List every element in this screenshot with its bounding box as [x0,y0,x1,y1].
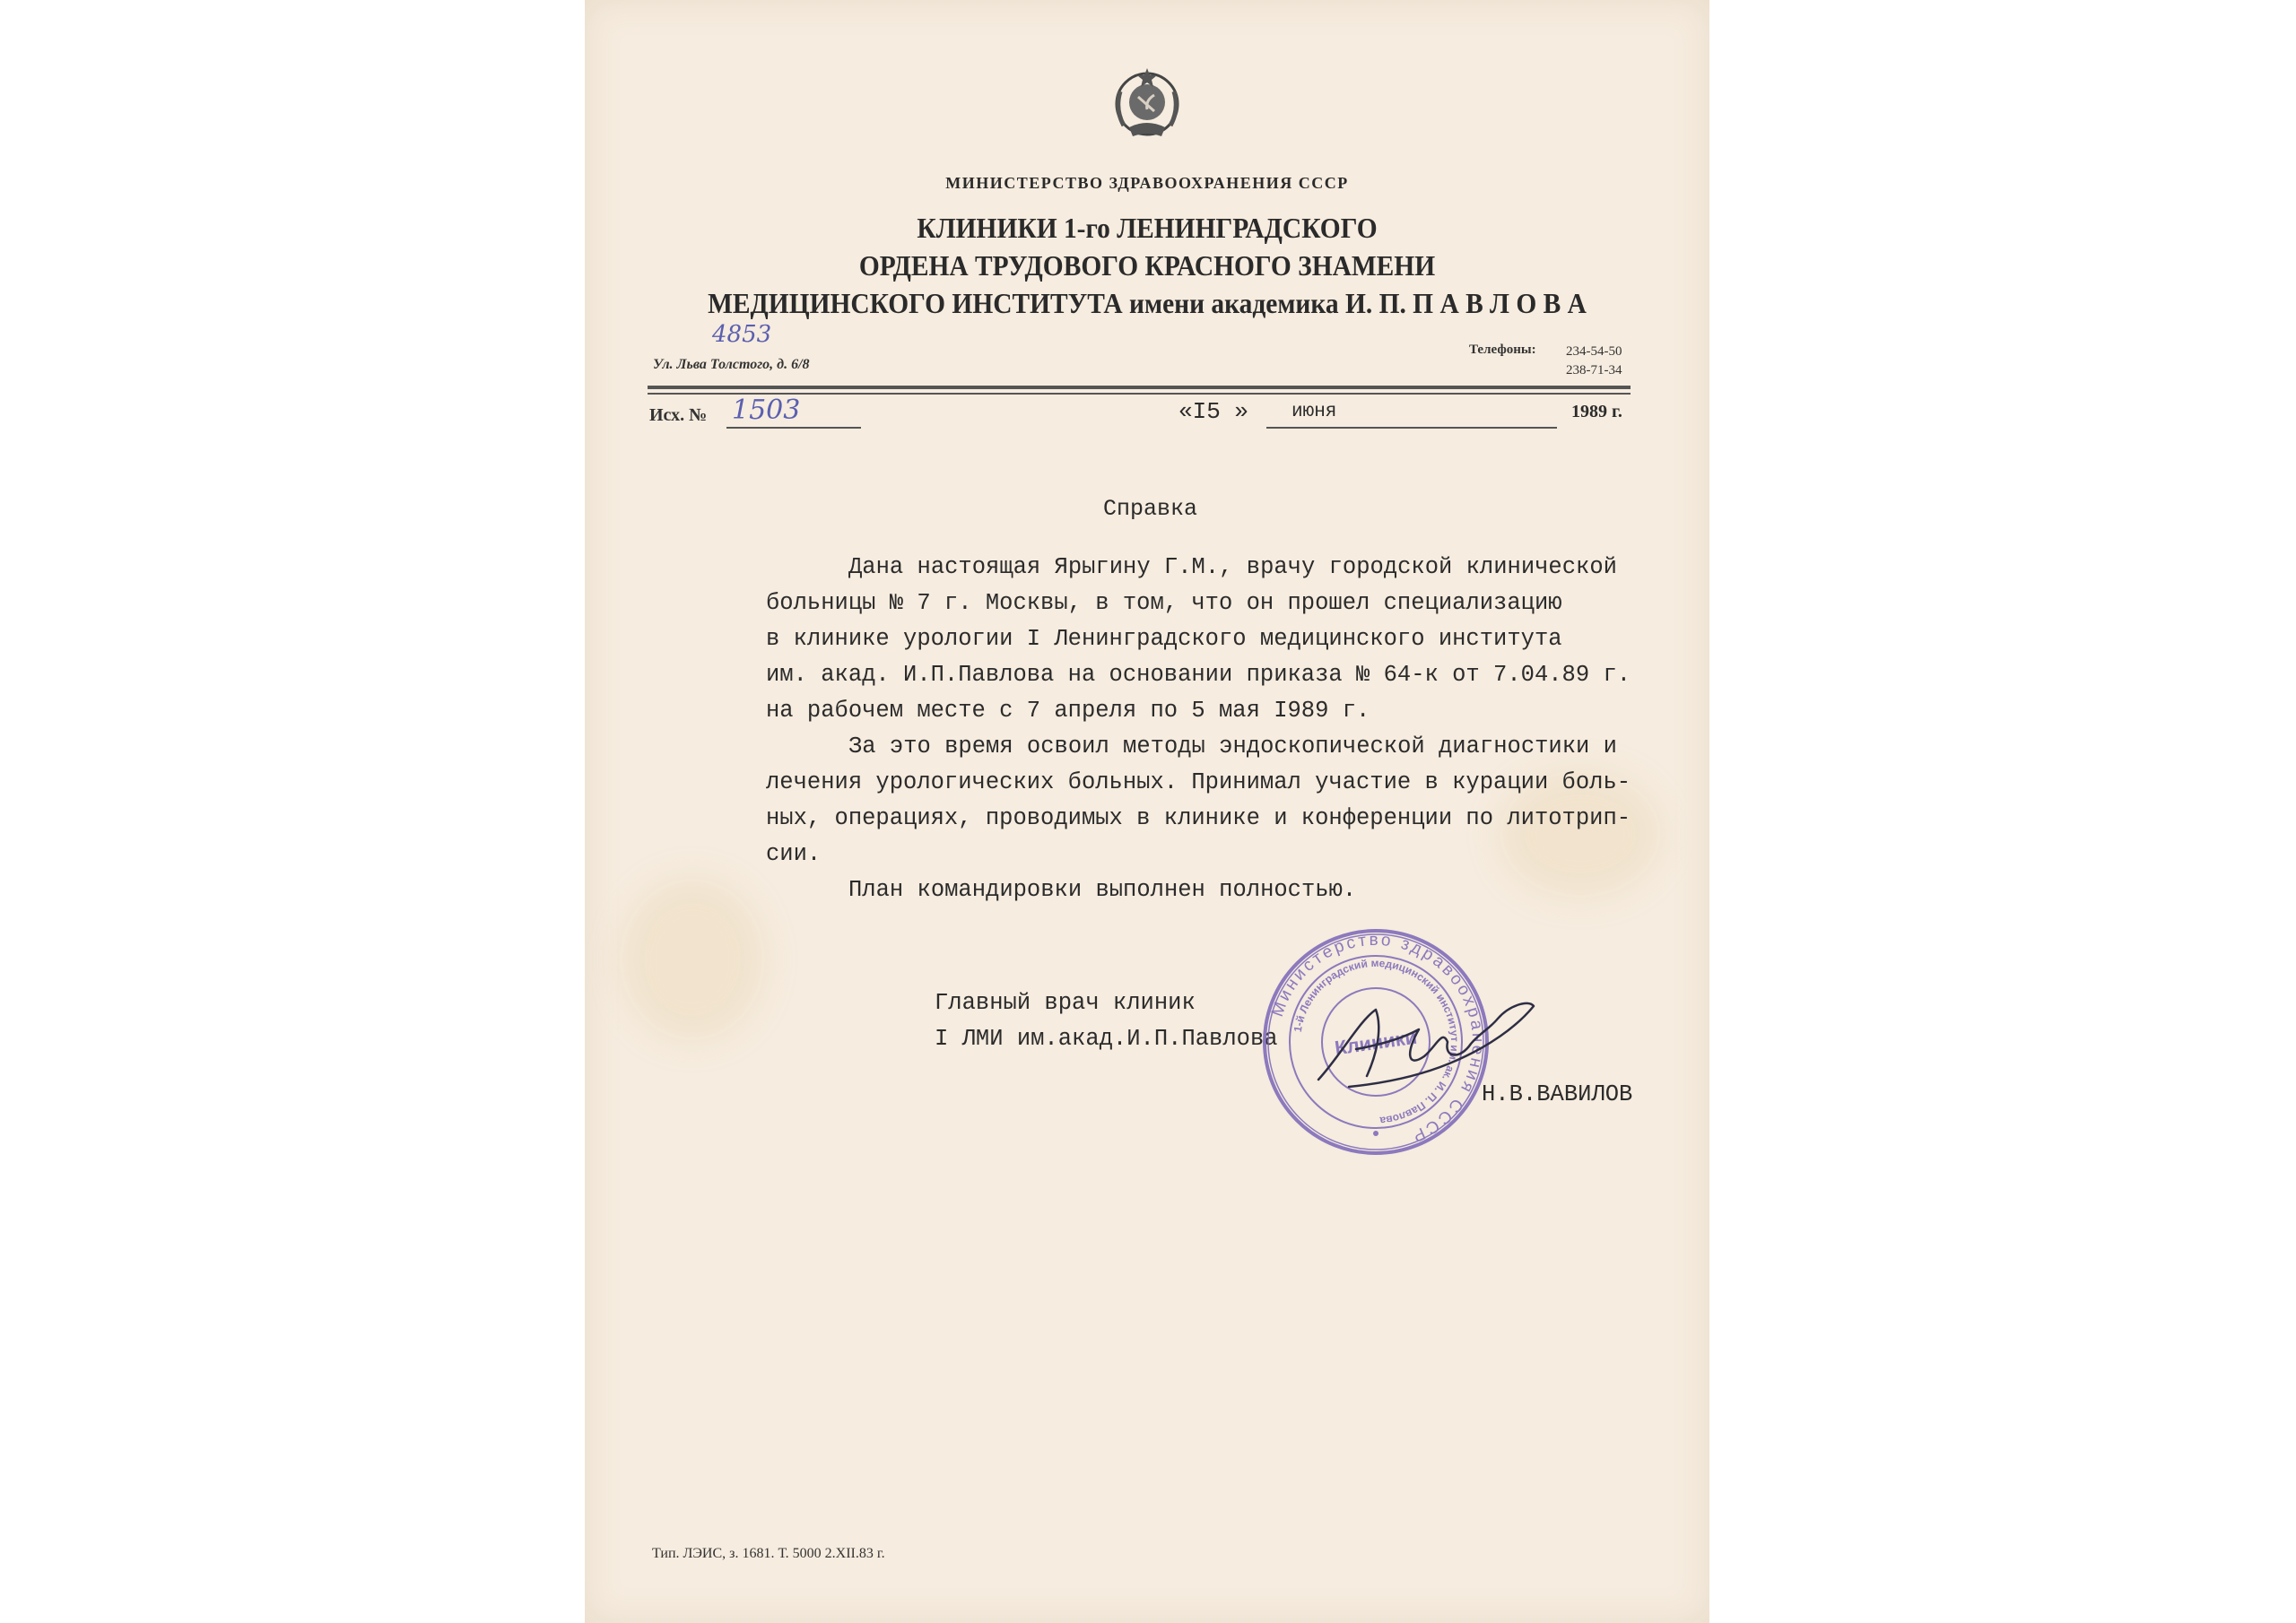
clinic-name-line2: ОРДЕНА ТРУДОВОГО КРАСНОГО ЗНАМЕНИ [858,249,1436,282]
outgoing-number-underline [726,427,861,429]
svg-text:Клиники: Клиники [1333,1025,1419,1060]
date-day: «I5 » [1178,398,1249,425]
outgoing-number-label: Исх. № [649,405,708,425]
handwritten-signature [1313,994,1537,1092]
svg-text:1-й Ленинградский медицинский: 1-й Ленинградский медицинский институт им. ак. И. П. Павлова [1291,956,1462,1127]
body-line: За это время освоил методы эндоскопической диагностики и [848,733,1617,759]
signatory-position-line2: I ЛМИ им.акад.И.П.Павлова [935,1026,1278,1052]
date-month-underline [1266,427,1557,429]
phone-numbers [1566,343,1622,380]
body-line: больницы № 7 г. Москвы, в том, что он прошел специализацию [766,590,1562,616]
clinic-name-line1: КЛИНИКИ 1-го ЛЕНИНГРАДСКОГО [917,212,1378,244]
clinic-name-line3: МЕДИЦИНСКОГО ИНСТИТУТА имени академика И. П. П А В Л О В А [708,287,1587,319]
body-line: им. акад. И.П.Павлова на основании приказа № 64-к от 7.04.89 г. [766,662,1631,688]
handwritten-registry-number: 4853 [712,321,772,348]
phone-number-1: 234-54-50 [1566,344,1622,359]
signatory-position-line1: Главный врач клиник [935,990,1196,1016]
outgoing-number-value: 1503 [732,395,801,426]
body-line: сии. [766,841,822,867]
body-line: План командировки выполнен полностью. [848,877,1357,903]
phone-number-2: 238-71-34 [1566,363,1622,378]
ussr-emblem-icon [1108,65,1187,147]
date-month: июня [1292,402,1337,422]
svg-text:Министерство здравоохранения С: Министерство здравоохранения СССР [1267,930,1488,1147]
body-line: ных, операциях, проводимых в клинике и конференции по литотрип- [766,805,1631,831]
body-line: Дана настоящая Ярыгину Г.М., врачу городской клинической [848,554,1617,580]
body-line: на рабочем месте с 7 апреля по 5 мая I989 г. [766,698,1370,724]
print-info-footer: Тип. ЛЭИС, з. 1681. Т. 5000 2.XII.83 г. [652,1546,885,1561]
document-title: Справка [1103,496,1198,522]
signatory-name: Н.В.ВАВИЛОВ [1482,1081,1633,1107]
body-line: в клинике урологии I Ленинградского медицинского института [766,626,1562,652]
body-line: лечения урологических больных. Принимал участие в курации боль- [766,769,1631,795]
date-year: 1989 г. [1571,402,1622,421]
clinic-address: Ул. Льва Толстого, д. 6/8 [653,357,810,372]
paper-stain [621,879,764,1040]
ministry-heading: МИНИСТЕРСТВО ЗДРАВООХРАНЕНИЯ СССР [945,174,1349,192]
header-divider [648,386,1631,389]
phones-label: Телефоны: [1469,343,1536,357]
document-sheet [585,0,1709,1623]
